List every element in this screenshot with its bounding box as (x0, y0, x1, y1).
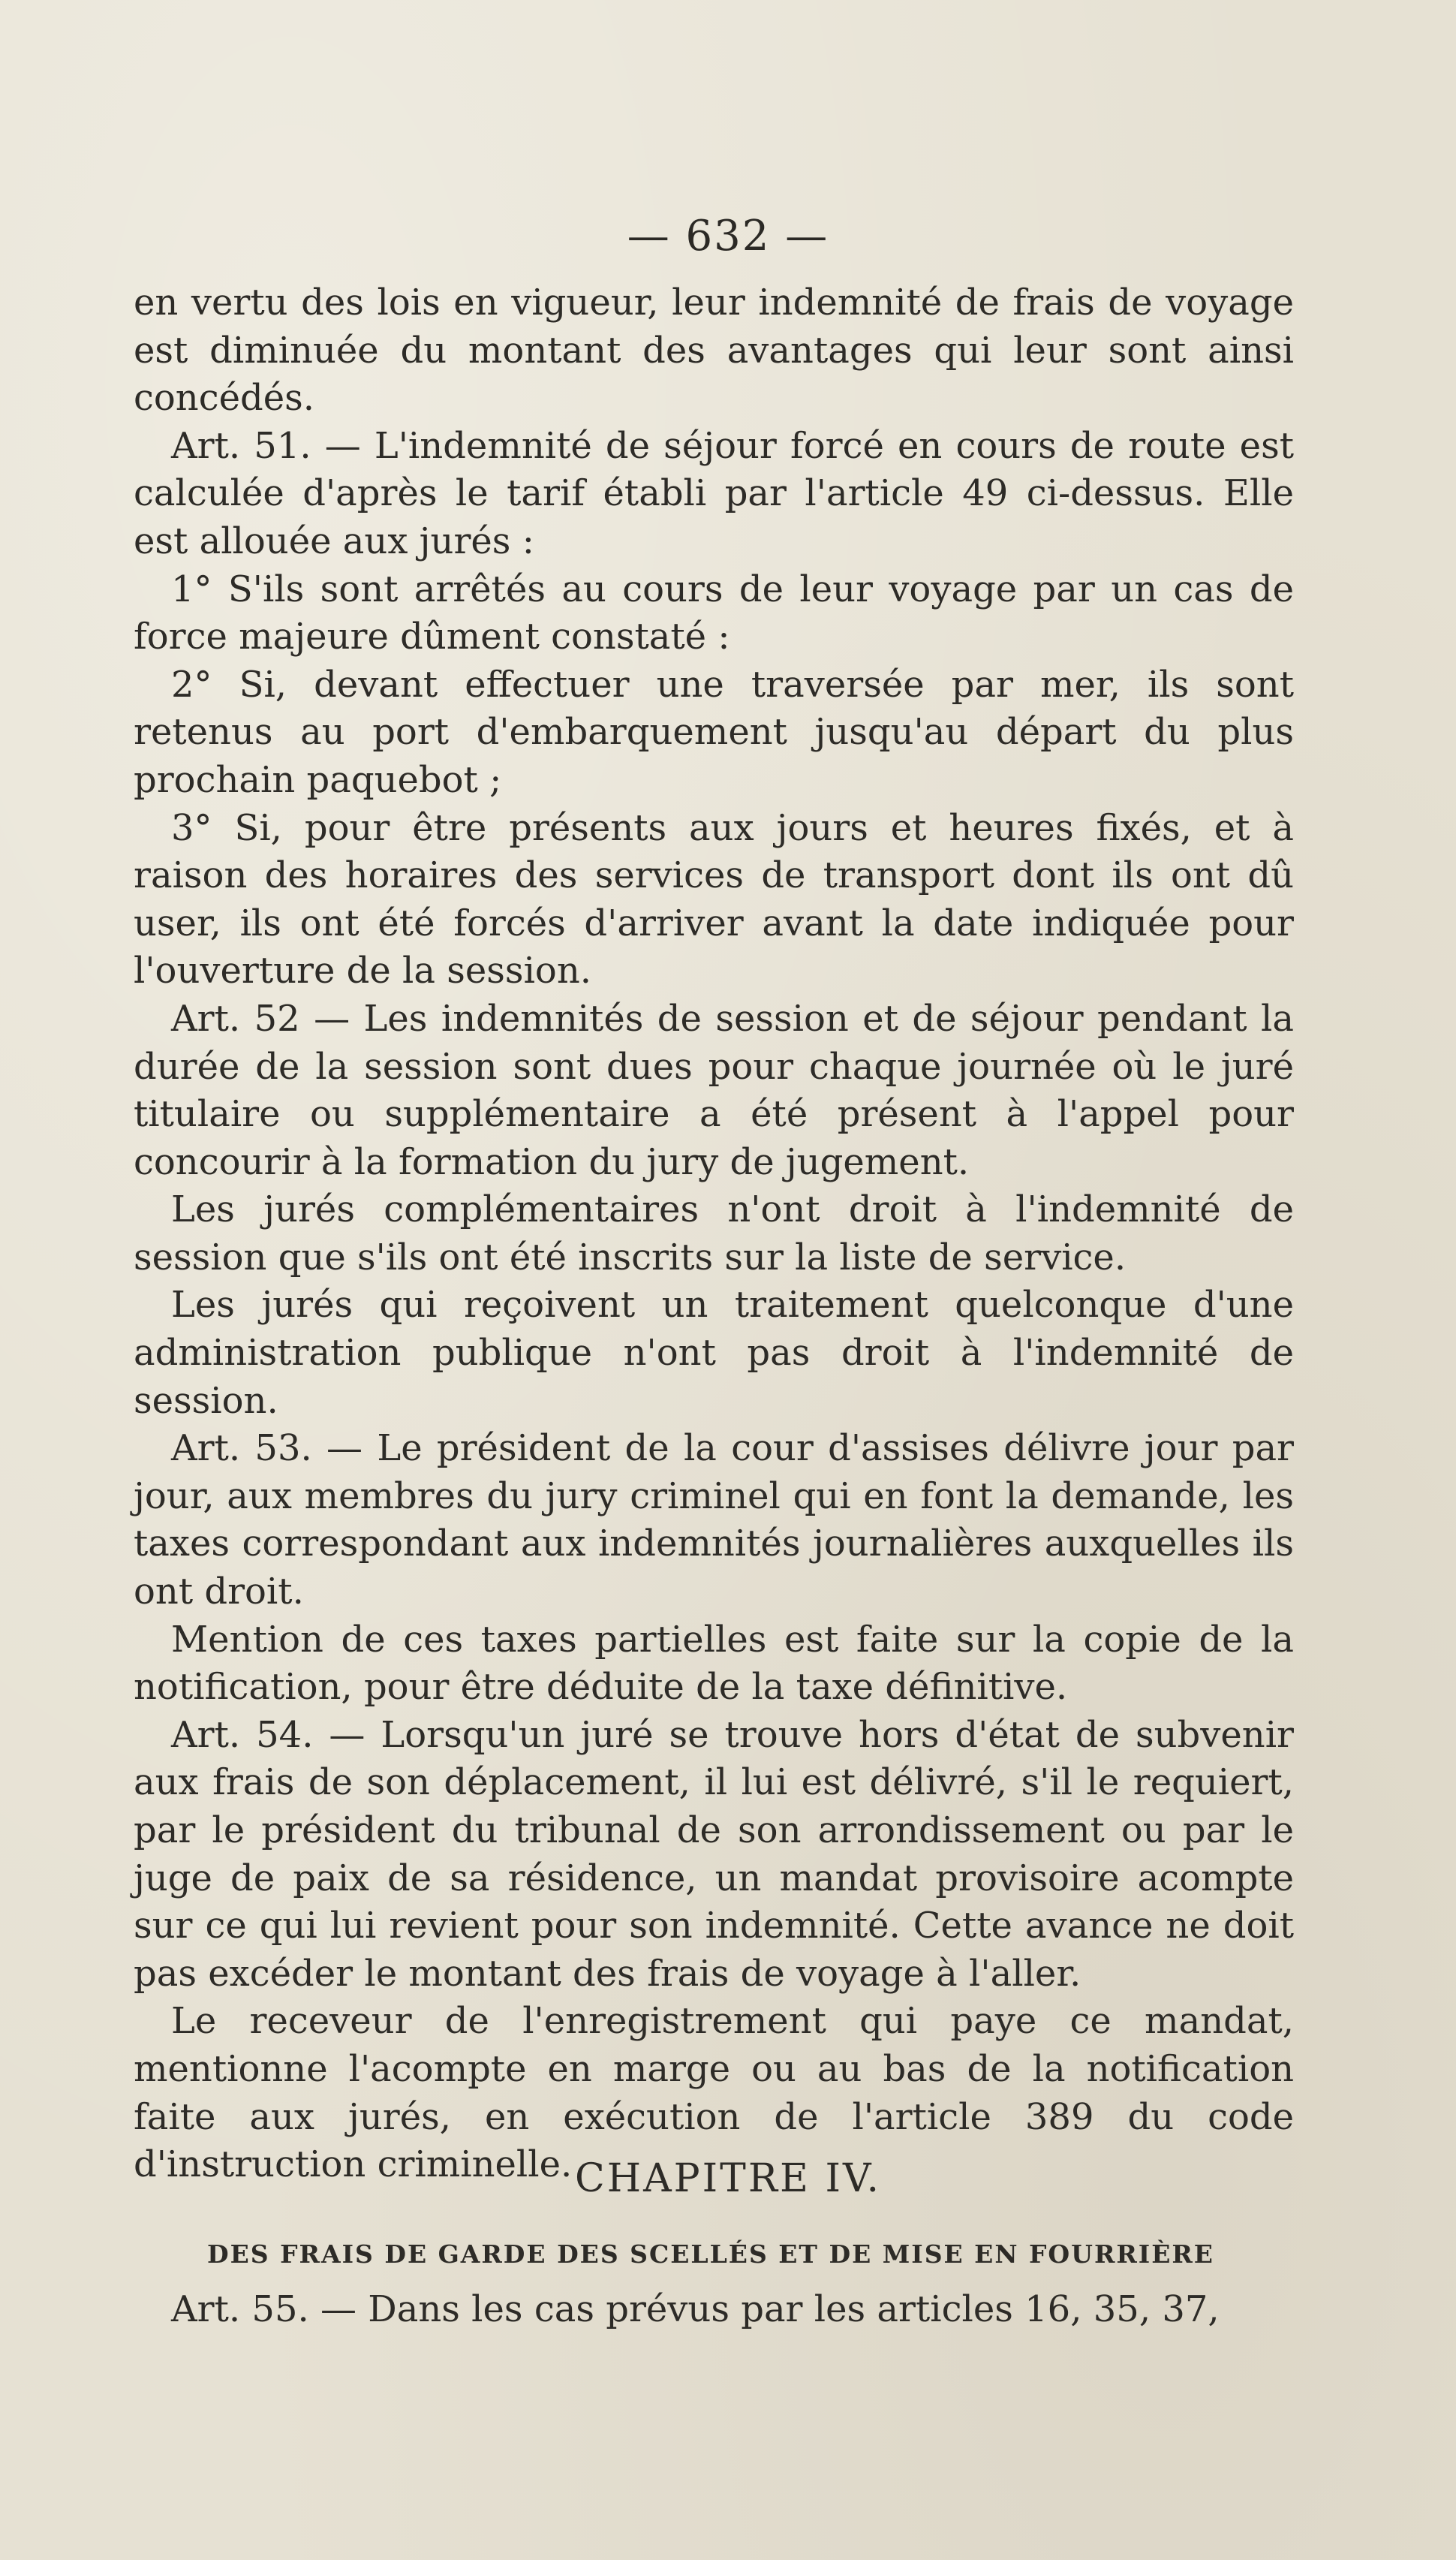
paragraph-item-1: 1° S'ils sont arrêtés au cours de leur voyage par un cas de force majeure dûment constaté : (134, 568, 1294, 658)
paragraph-jures-traitement: Les jurés qui reçoivent un traitement quelconque d'une administration publique n'ont pas droit à l'indemnité de session. (134, 1284, 1294, 1422)
paragraph-jures-complementaires: Les jurés complémentaires n'ont droit à l'indemnité de session que s'ils ont été inscrits sur la liste de service. (134, 1188, 1294, 1278)
paragraph-item-3: 3° Si, pour être présents aux jours et heures fixés, et à raison des horaires des services de transport dont ils ont dû user, ils ont été forcés d'arriver avant la date indiquée pour l'ouverture de la session. (134, 806, 1294, 992)
body-text (134, 279, 1294, 2189)
chapter-subtitle: DES FRAIS DE GARDE DES SCELLÉS ET DE MISE EN FOURRIÈRE (207, 2239, 1214, 2269)
paragraph-article-52: Art. 52 — Les indemnités de session et de séjour pendant la durée de la session sont dues pour chaque journée où le juré titulaire ou supplémentaire a été présent à l'appel pour concourir à la formation du jury de jugement. (134, 997, 1294, 1183)
paragraph-mention-taxes: Mention de ces taxes partielles est faite sur la copie de la notification, pour être déduite de la taxe définitive. (134, 1618, 1294, 1709)
paragraph-article-55: Art. 55. — Dans les cas prévus par les articles 16, 35, 37, (171, 2288, 1220, 2330)
paragraph-continuation: en vertu des lois en vigueur, leur indemnité de frais de voyage est diminuée du montant des avantages qui leur sont ainsi concédés. (134, 282, 1294, 420)
paragraph-article-51: Art. 51. — L'indemnité de séjour forcé en cours de route est calculée d'après le tarif établi par l'article 49 ci-dessus. Elle est allouée aux jurés : (134, 424, 1294, 562)
paragraph-receveur: Le receveur de l'enregistrement qui paye ce mandat, mentionne l'acompte en marge ou au bas de la notification faite aux jurés, en exécution de l'article 389 du code d'instruction criminelle. (134, 2000, 1294, 2186)
paragraph-item-2: 2° Si, devant effectuer une traversée par mer, ils sont retenus au port d'embarquement jusqu'au départ du plus prochain paquebot ; (134, 663, 1294, 801)
paragraph-article-53: Art. 53. — Le président de la cour d'assises délivre jour par jour, aux membres du jury criminel qui en font la demande, les taxes correspondant aux indemnités journalières auxquelles ils ont droit. (134, 1427, 1294, 1613)
chapter-title: CHAPITRE IV. (574, 2156, 882, 2201)
page-number: — 632 — (627, 212, 829, 261)
paragraph-article-54: Art. 54. — Lorsqu'un juré se trouve hors d'état de subvenir aux frais de son déplacement, il lui est délivré, s'il le requiert, par le président du tribunal de son arrondissement ou par le juge de paix de sa résidence, un mandat provisoire acompte sur ce qui lui revient pour son indemnité. Cette avance ne doit pas excéder le montant des frais de voyage à l'aller. (134, 1713, 1294, 1995)
